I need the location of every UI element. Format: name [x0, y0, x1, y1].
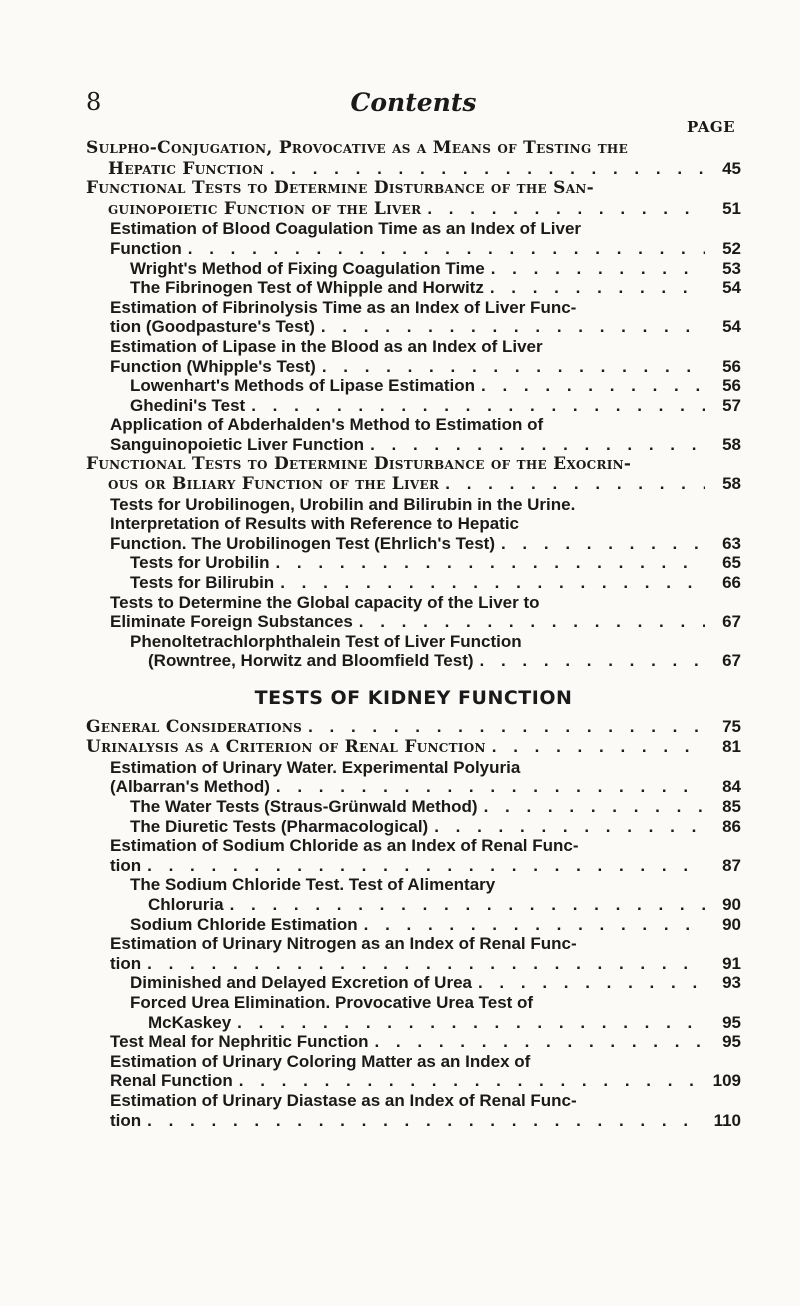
dot-leader [434, 817, 705, 837]
toc-entry [86, 797, 741, 817]
dot-leader [490, 278, 705, 298]
toc-entry [86, 415, 741, 454]
toc-page-number: 91 [722, 953, 741, 973]
toc-page-number: 53 [722, 258, 741, 278]
dot-leader [270, 159, 705, 179]
toc-entry-text: Tests for Urobilinogen, Urobilin and Bilirubin in the Urine. [110, 494, 576, 514]
toc-entry-text: ous or Biliary Function of the Liver [108, 474, 440, 495]
toc-entry-line [86, 1013, 741, 1033]
toc-entry-text: Function [110, 238, 182, 258]
toc-page-number: 109 [712, 1071, 741, 1091]
toc-page-number: 56 [722, 356, 741, 376]
dot-leader [370, 435, 705, 455]
toc-page-number: 56 [722, 376, 741, 396]
toc-entry-text: tion [110, 1110, 142, 1130]
toc-entry-text: Wright's Method of Fixing Coagulation Time [130, 258, 485, 278]
kidney-section-entries [86, 717, 741, 1130]
toc-entry-text: Application of Abderhalden's Method to Estimation of [110, 415, 544, 435]
toc-entry [86, 278, 741, 298]
toc-entry-line [86, 856, 741, 876]
toc-entry [86, 495, 741, 554]
toc-page-number: 45 [722, 158, 741, 178]
toc-entry [86, 298, 741, 337]
toc-page-number: 66 [722, 573, 741, 593]
toc-entry-text: tion [110, 953, 142, 973]
toc-entry-text: Estimation of Lipase in the Blood as an Index of Liver [110, 336, 543, 356]
toc-entry-line [86, 278, 741, 298]
toc-entry-text: Renal Function [110, 1071, 233, 1091]
toc-entry [86, 337, 741, 376]
toc-entry-line [86, 934, 741, 954]
toc-entry-text: Function (Whipple's Test) [110, 356, 316, 376]
toc-entry-text: (Albarran's Method) [110, 777, 270, 797]
toc-entry-line [86, 651, 741, 671]
toc-page-number: 93 [722, 973, 741, 993]
dot-leader [188, 239, 705, 259]
toc-entry-line [86, 737, 741, 758]
toc-entry-text: Estimation of Sodium Chloride as an Index of Renal Func- [110, 836, 579, 856]
toc-page-number: 95 [722, 1032, 741, 1052]
toc-entry-line [86, 317, 741, 337]
toc-page-number: 87 [722, 855, 741, 875]
toc-entry [86, 993, 741, 1032]
toc-entry-line [86, 415, 741, 435]
toc-entry-text: Ghedini's Test [130, 395, 246, 415]
toc-page-number: 58 [722, 434, 741, 454]
toc-entry-text: Eliminate Foreign Substances [110, 612, 353, 632]
toc-entry-line [86, 199, 741, 220]
page-column-label: PAGE [687, 118, 736, 136]
toc-entry [86, 219, 741, 258]
toc-entry [86, 1032, 741, 1052]
toc-entry [86, 758, 741, 797]
toc-entry-text: tion (Goodpasture's Test) [110, 317, 315, 337]
toc-entry-line [86, 179, 741, 199]
toc-page-number: 51 [722, 198, 741, 218]
toc-entry-line [86, 993, 741, 1013]
toc-entry [86, 179, 741, 219]
dot-leader [491, 259, 705, 279]
dot-leader [147, 1111, 705, 1131]
table-of-contents [86, 139, 741, 1130]
toc-entry-text: Phenoltetrachlorphthalein Test of Liver Function [130, 631, 522, 651]
toc-entry-text: Functional Tests to Determine Disturbance of the San- [86, 178, 594, 199]
toc-entry [86, 934, 741, 973]
toc-entry [86, 717, 741, 738]
toc-page-number: 63 [722, 533, 741, 553]
running-title: Contents [350, 88, 477, 117]
dot-leader [481, 376, 705, 396]
dot-leader [308, 717, 705, 737]
toc-entry-line [86, 612, 741, 632]
dot-leader [478, 973, 705, 993]
toc-entry-text: Diminished and Delayed Excretion of Urea [130, 973, 472, 993]
dot-leader [492, 737, 705, 757]
toc-entry-line [86, 895, 741, 915]
toc-entry [86, 915, 741, 935]
dot-leader [276, 777, 705, 797]
toc-entry-line [86, 435, 741, 455]
toc-page-number: 75 [722, 716, 741, 736]
toc-entry-line [86, 593, 741, 613]
toc-entry-text: Urinalysis as a Criterion of Renal Function [86, 737, 486, 758]
toc-entry-line [86, 717, 741, 738]
toc-entry-text: Sanguinopoietic Liver Function [110, 434, 365, 454]
toc-entry-line [86, 954, 741, 974]
toc-entry-line [86, 836, 741, 856]
section-heading: TESTS OF KIDNEY FUNCTION [254, 687, 573, 710]
toc-entry-text: McKaskey [148, 1012, 232, 1032]
toc-entry-text: guinopoietic Function of the Liver [108, 198, 422, 219]
toc-entry-text: Estimation of Urinary Coloring Matter as an Index of [110, 1051, 531, 1071]
toc-entry-line [86, 139, 741, 159]
toc-entry-text: General Considerations [86, 716, 303, 737]
toc-entry-text: The Sodium Chloride Test. Test of Alimentary [130, 875, 496, 895]
toc-entry-line [86, 376, 741, 396]
toc-entry-text: Estimation of Urinary Diastase as an Index of Renal Func- [110, 1090, 577, 1110]
toc-page-number: 52 [722, 238, 741, 258]
dot-leader [251, 396, 705, 416]
toc-entry-text: Estimation of Fibrinolysis Time as an Index of Liver Func- [110, 297, 577, 317]
toc-entry-line [86, 239, 741, 259]
toc-entry-line [86, 455, 741, 475]
toc-entry-text: Chloruria [148, 894, 224, 914]
toc-entry [86, 632, 741, 671]
toc-page-number: 54 [722, 317, 741, 337]
toc-entry-text: The Diuretic Tests (Pharmacological) [130, 816, 429, 836]
dot-leader [322, 357, 705, 377]
toc-entry [86, 259, 741, 279]
toc-entry-line [86, 875, 741, 895]
toc-entry-text: tion [110, 855, 142, 875]
toc-entry-line [86, 357, 741, 377]
toc-entry-text: Forced Urea Elimination. Provocative Urea Test of [130, 992, 534, 1012]
toc-entry-text: Estimation of Urinary Nitrogen as an Index of Renal Func- [110, 934, 577, 954]
toc-page-number: 110 [713, 1110, 741, 1130]
toc-entry-line [86, 817, 741, 837]
toc-entry-text: Sulpho-Conjugation, Provocative as a Means of Testing the [86, 138, 629, 158]
toc-entry [86, 573, 741, 593]
toc-entry-text: Hepatic Function [108, 158, 264, 179]
toc-page-number: 58 [722, 474, 741, 494]
toc-entry [86, 1052, 741, 1091]
toc-entry-line [86, 219, 741, 239]
toc-entry [86, 593, 741, 632]
toc-entry-line [86, 1071, 741, 1091]
toc-entry-line [86, 973, 741, 993]
dot-leader [359, 612, 705, 632]
dot-leader [374, 1032, 705, 1052]
toc-entry [86, 1091, 741, 1130]
dot-leader [280, 573, 705, 593]
toc-page-number: 86 [722, 816, 741, 836]
toc-entry-text: Tests for Urobilin [130, 553, 270, 573]
toc-entry-line [86, 777, 741, 797]
toc-entry-line [86, 534, 741, 554]
dot-leader [239, 1071, 705, 1091]
toc-entry-line [86, 495, 741, 515]
toc-page-number: 67 [722, 651, 741, 671]
dot-leader [364, 915, 705, 935]
toc-page-number: 65 [722, 553, 741, 573]
toc-entry-line [86, 514, 741, 534]
toc-entry-text: Interpretation of Results with Reference to Hepatic [110, 514, 520, 534]
toc-page-number: 95 [722, 1012, 741, 1032]
dot-leader [445, 474, 705, 494]
toc-entry-line [86, 474, 741, 495]
page-number: 8 [86, 88, 102, 116]
toc-entry [86, 139, 741, 179]
toc-entry-text: The Water Tests (Straus-Grünwald Method) [130, 797, 478, 816]
toc-entry-line [86, 337, 741, 357]
toc-entry [86, 817, 741, 837]
toc-entry [86, 875, 741, 914]
toc-entry-line [86, 1111, 741, 1131]
toc-entry-line [86, 553, 741, 573]
dot-leader [484, 797, 705, 817]
toc-entry-line [86, 573, 741, 593]
toc-page-number: 54 [722, 278, 741, 298]
toc-entry-line [86, 915, 741, 935]
toc-entry-line [86, 298, 741, 318]
dot-leader [237, 1013, 705, 1033]
toc-entry-line [86, 159, 741, 180]
dot-leader [147, 856, 705, 876]
toc-entry-text: Functional Tests to Determine Disturbance of the Exocrin- [86, 453, 632, 474]
toc-page-number: 67 [722, 612, 741, 632]
toc-entry-line [86, 1052, 741, 1072]
toc-entry-text: Lowenhart's Methods of Lipase Estimation [130, 376, 476, 396]
page-header [86, 88, 741, 128]
toc-entry [86, 737, 741, 758]
toc-page-number: 57 [722, 395, 741, 415]
toc-entry-text: Tests to Determine the Global capacity of the Liver to [110, 592, 540, 612]
toc-page-number: 90 [722, 914, 741, 934]
toc-page-number: 84 [722, 777, 741, 797]
toc-entry-line [86, 1032, 741, 1052]
dot-leader [427, 199, 705, 219]
toc-page-number: 81 [722, 737, 741, 757]
dot-leader [275, 553, 705, 573]
toc-entry [86, 973, 741, 993]
toc-entry-line [86, 632, 741, 652]
dot-leader [501, 534, 705, 554]
toc-entry-text: Estimation of Blood Coagulation Time as an Index of Liver [110, 219, 582, 239]
toc-entry-text: Test Meal for Nephritic Function [110, 1032, 369, 1052]
toc-entry-text: Sodium Chloride Estimation [130, 914, 358, 934]
toc-entry-text: Estimation of Urinary Water. Experimental Polyuria [110, 757, 521, 777]
toc-entry-line [86, 1091, 741, 1111]
toc-entry [86, 455, 741, 495]
toc-entry-text: (Rowntree, Horwitz and Bloomfield Test) [148, 651, 474, 671]
toc-page-number: 90 [722, 894, 741, 914]
dot-leader [147, 954, 705, 974]
dot-leader [321, 317, 705, 337]
toc-entry-line [86, 396, 741, 416]
dot-leader [230, 895, 705, 915]
toc-entry-text: The Fibrinogen Test of Whipple and Horwitz [130, 278, 484, 298]
liver-section-entries [86, 139, 741, 671]
toc-entry-text: Function. The Urobilinogen Test (Ehrlich's Test) [110, 533, 495, 553]
toc-entry-line [86, 758, 741, 778]
toc-entry [86, 553, 741, 573]
dot-leader [480, 651, 705, 671]
toc-entry-text: Tests for Bilirubin [130, 573, 275, 593]
toc-entry-line [86, 797, 741, 817]
toc-entry-line [86, 259, 741, 279]
toc-entry [86, 836, 741, 875]
toc-entry [86, 396, 741, 416]
toc-entry [86, 376, 741, 396]
toc-page-number: 85 [722, 797, 741, 816]
